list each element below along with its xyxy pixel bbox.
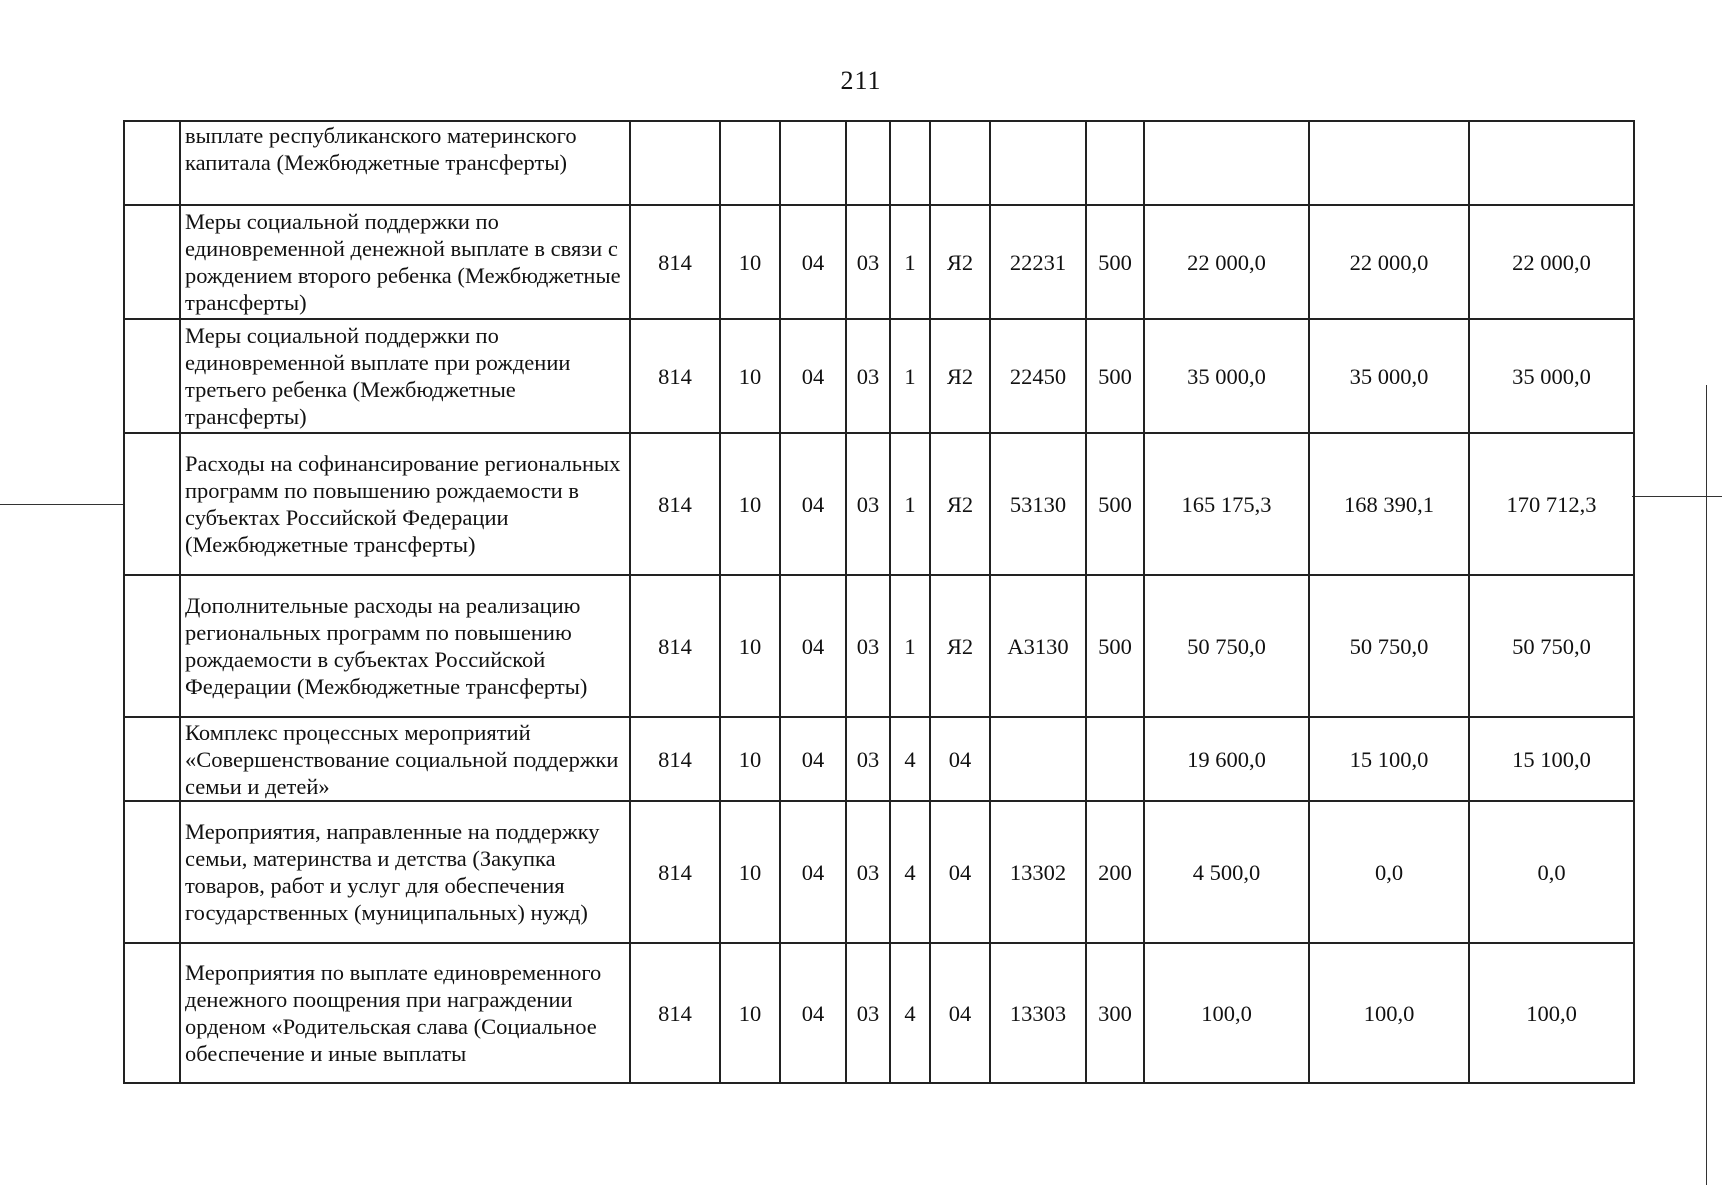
scan-line-right [1632,496,1722,497]
table-row [124,575,1634,717]
table-row [124,433,1634,575]
amount-year-2: 168 390,1 [1309,433,1469,575]
direction-code: 13302 [990,801,1086,943]
subsection-code [780,121,846,205]
subsection-code: 04 [780,943,846,1083]
section-code [720,121,780,205]
expense-type-code: 300 [1086,943,1144,1083]
ministry-code: 814 [630,717,720,801]
program-code: 03 [846,205,890,319]
project-code: Я2 [930,205,990,319]
program-code [846,121,890,205]
table-row [124,319,1634,433]
subprogram-code: 1 [890,575,930,717]
expense-type-code: 500 [1086,319,1144,433]
ministry-code [630,121,720,205]
table-row [124,801,1634,943]
ministry-code: 814 [630,433,720,575]
program-code: 03 [846,319,890,433]
subsection-code: 04 [780,205,846,319]
direction-code [990,717,1086,801]
subprogram-code [890,121,930,205]
amount-year-2: 15 100,0 [1309,717,1469,801]
amount-year-1: 100,0 [1144,943,1309,1083]
project-code [930,121,990,205]
subsection-code: 04 [780,575,846,717]
section-code: 10 [720,319,780,433]
amount-year-2: 0,0 [1309,801,1469,943]
row-description: Меры социальной поддержки по единовременной денежной выплате в связи с рождением второго ребенка (Межбюджетные трансферты) [180,205,630,319]
amount-year-1: 35 000,0 [1144,319,1309,433]
subprogram-code: 4 [890,943,930,1083]
direction-code: 53130 [990,433,1086,575]
row-description: выплате республиканского материнского капитала (Межбюджетные трансферты) [180,121,630,205]
budget-table [123,120,1635,1084]
subprogram-code: 1 [890,205,930,319]
row-number-cell [124,801,180,943]
program-code: 03 [846,943,890,1083]
program-code: 03 [846,717,890,801]
amount-year-2: 35 000,0 [1309,319,1469,433]
direction-code: 13303 [990,943,1086,1083]
amount-year-3: 22 000,0 [1469,205,1634,319]
row-description: Мероприятия по выплате единовременного денежного поощрения при награждении орденом «Родительская слава (Социальное обеспечение и иные выплаты [180,943,630,1083]
expense-type-code [1086,121,1144,205]
expense-type-code: 500 [1086,433,1144,575]
section-code: 10 [720,717,780,801]
project-code: Я2 [930,433,990,575]
row-description: Комплекс процессных мероприятий «Совершенствование социальной поддержки семьи и детей» [180,717,630,801]
program-code: 03 [846,575,890,717]
amount-year-1: 19 600,0 [1144,717,1309,801]
ministry-code: 814 [630,943,720,1083]
row-description: Расходы на софинансирование региональных программ по повышению рождаемости в субъектах Российской Федерации (Межбюджетные трансферты) [180,433,630,575]
amount-year-2 [1309,121,1469,205]
row-number-cell [124,433,180,575]
amount-year-3: 50 750,0 [1469,575,1634,717]
subprogram-code: 1 [890,319,930,433]
expense-type-code: 500 [1086,205,1144,319]
expense-type-code [1086,717,1144,801]
scan-line-right-vertical [1706,385,1707,1185]
expense-type-code: 500 [1086,575,1144,717]
program-code: 03 [846,433,890,575]
row-number-cell [124,575,180,717]
project-code: 04 [930,717,990,801]
table-row [124,205,1634,319]
expense-type-code: 200 [1086,801,1144,943]
project-code: Я2 [930,319,990,433]
table-row [124,943,1634,1083]
subprogram-code: 4 [890,717,930,801]
direction-code [990,121,1086,205]
subprogram-code: 4 [890,801,930,943]
amount-year-1: 4 500,0 [1144,801,1309,943]
program-code: 03 [846,801,890,943]
row-number-cell [124,319,180,433]
subsection-code: 04 [780,319,846,433]
row-number-cell [124,943,180,1083]
direction-code: 22450 [990,319,1086,433]
page-number: 211 [840,66,882,95]
ministry-code: 814 [630,205,720,319]
table-row [124,121,1634,205]
amount-year-2: 50 750,0 [1309,575,1469,717]
section-code: 10 [720,943,780,1083]
subprogram-code: 1 [890,433,930,575]
amount-year-1: 50 750,0 [1144,575,1309,717]
row-number-cell [124,121,180,205]
amount-year-1: 165 175,3 [1144,433,1309,575]
amount-year-3 [1469,121,1634,205]
project-code: 04 [930,801,990,943]
amount-year-1 [1144,121,1309,205]
ministry-code: 814 [630,801,720,943]
amount-year-2: 22 000,0 [1309,205,1469,319]
section-code: 10 [720,205,780,319]
ministry-code: 814 [630,575,720,717]
subsection-code: 04 [780,433,846,575]
row-number-cell [124,205,180,319]
amount-year-1: 22 000,0 [1144,205,1309,319]
amount-year-3: 0,0 [1469,801,1634,943]
row-description: Мероприятия, направленные на поддержку семьи, материнства и детства (Закупка товаров, работ и услуг для обеспечения государственных (муниципальных) нужд) [180,801,630,943]
scan-line-left [0,504,125,505]
project-code: Я2 [930,575,990,717]
subsection-code: 04 [780,717,846,801]
direction-code: 22231 [990,205,1086,319]
row-number-cell [124,717,180,801]
amount-year-2: 100,0 [1309,943,1469,1083]
row-description: Дополнительные расходы на реализацию региональных программ по повышению рождаемости в субъектах Российской Федерации (Межбюджетные трансферты) [180,575,630,717]
subsection-code: 04 [780,801,846,943]
section-code: 10 [720,433,780,575]
table-row [124,717,1634,801]
section-code: 10 [720,575,780,717]
amount-year-3: 35 000,0 [1469,319,1634,433]
section-code: 10 [720,801,780,943]
direction-code: А3130 [990,575,1086,717]
amount-year-3: 170 712,3 [1469,433,1634,575]
amount-year-3: 100,0 [1469,943,1634,1083]
amount-year-3: 15 100,0 [1469,717,1634,801]
row-description: Меры социальной поддержки по единовременной выплате при рождении третьего ребенка (Межбюджетные трансферты) [180,319,630,433]
project-code: 04 [930,943,990,1083]
ministry-code: 814 [630,319,720,433]
